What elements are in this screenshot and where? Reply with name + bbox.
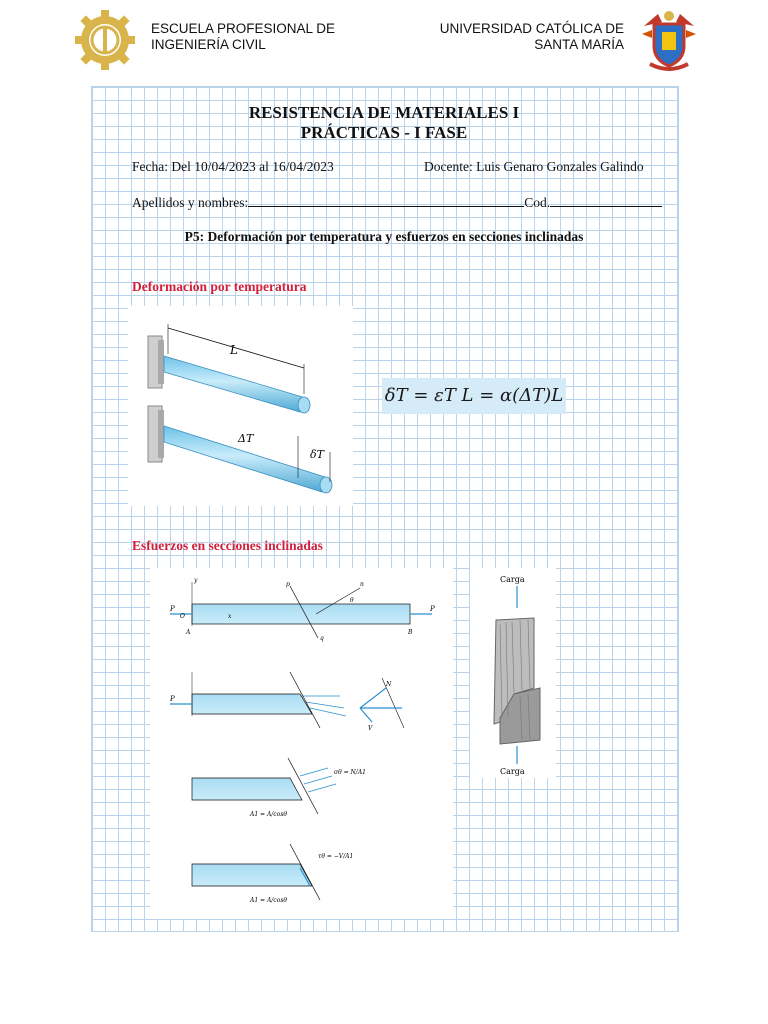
section-heading-temperature: Deformación por temperatura [132,279,307,294]
student-info-row [132,194,662,211]
teacher-name: Docente: Luis Genaro Gonzales Galindo [424,159,644,174]
name-blank[interactable] [248,194,524,207]
fig-area-label-2: A1 = A/cosθ [250,897,288,904]
load-top-label: Carga [500,575,525,584]
fig-p-left: P [170,605,175,613]
fig-x-label: x [228,613,232,620]
page-title: RESISTENCIA DE MATERIALES I [248,103,520,122]
date-range: Fecha: Del 10/04/2023 al 16/04/2023 [132,159,334,174]
problem-title: P5: Deformación por temperatura y esfuerzos en secciones inclinadas [184,229,584,244]
inclined-section-figure [150,568,453,919]
delta-t-label: ΔT [238,432,254,445]
fig-tau-label: τθ = −V/A1 [318,853,354,860]
wood-block-figure [470,568,556,778]
school-name [151,21,335,53]
faculty-gear-logo [72,8,138,72]
length-label: L [230,343,238,357]
load-bottom-label: Carga [500,767,525,776]
thermal-bars-figure [128,306,353,506]
university-name-line2: SANTA MARÍA [534,37,624,52]
delta-label: δT [310,448,324,461]
school-name-line2: INGENIERÍA CIVIL [151,37,266,52]
fig-n-label: n [360,581,364,588]
fig-q-small: q [320,635,324,642]
section-heading-inclined: Esfuerzos en secciones inclinadas [132,538,323,553]
page-subtitle: PRÁCTICAS - I FASE [300,123,468,142]
fig-a-label: A [186,629,191,636]
name-label: Apellidos y nombres: [132,195,249,210]
fig-y-label: y [194,577,198,584]
school-name-line1: ESCUELA PROFESIONAL DE [151,21,336,36]
code-blank[interactable] [550,194,662,207]
fig-area-label-1: A1 = A/cosθ [250,811,288,818]
fig-theta-label: θ [350,597,354,604]
code-label: Cod. [524,195,551,210]
fig-sigma-label: σθ = N/A1 [334,769,366,776]
fig-o-label: O [180,613,185,620]
university-name-line1: UNIVERSIDAD CATÓLICA DE [439,21,624,36]
fig-v-force: V [368,725,373,732]
university-name [440,21,624,53]
fig-b-label: B [408,629,413,636]
fig-n-force: N [386,681,392,688]
fig-p-row2: P [170,695,175,703]
thermal-formula: δT = εT L = α(ΔT)L [382,378,566,414]
university-crest-logo [640,8,698,72]
fig-p-small: p [286,581,290,588]
fig-p-right: P [430,605,435,613]
